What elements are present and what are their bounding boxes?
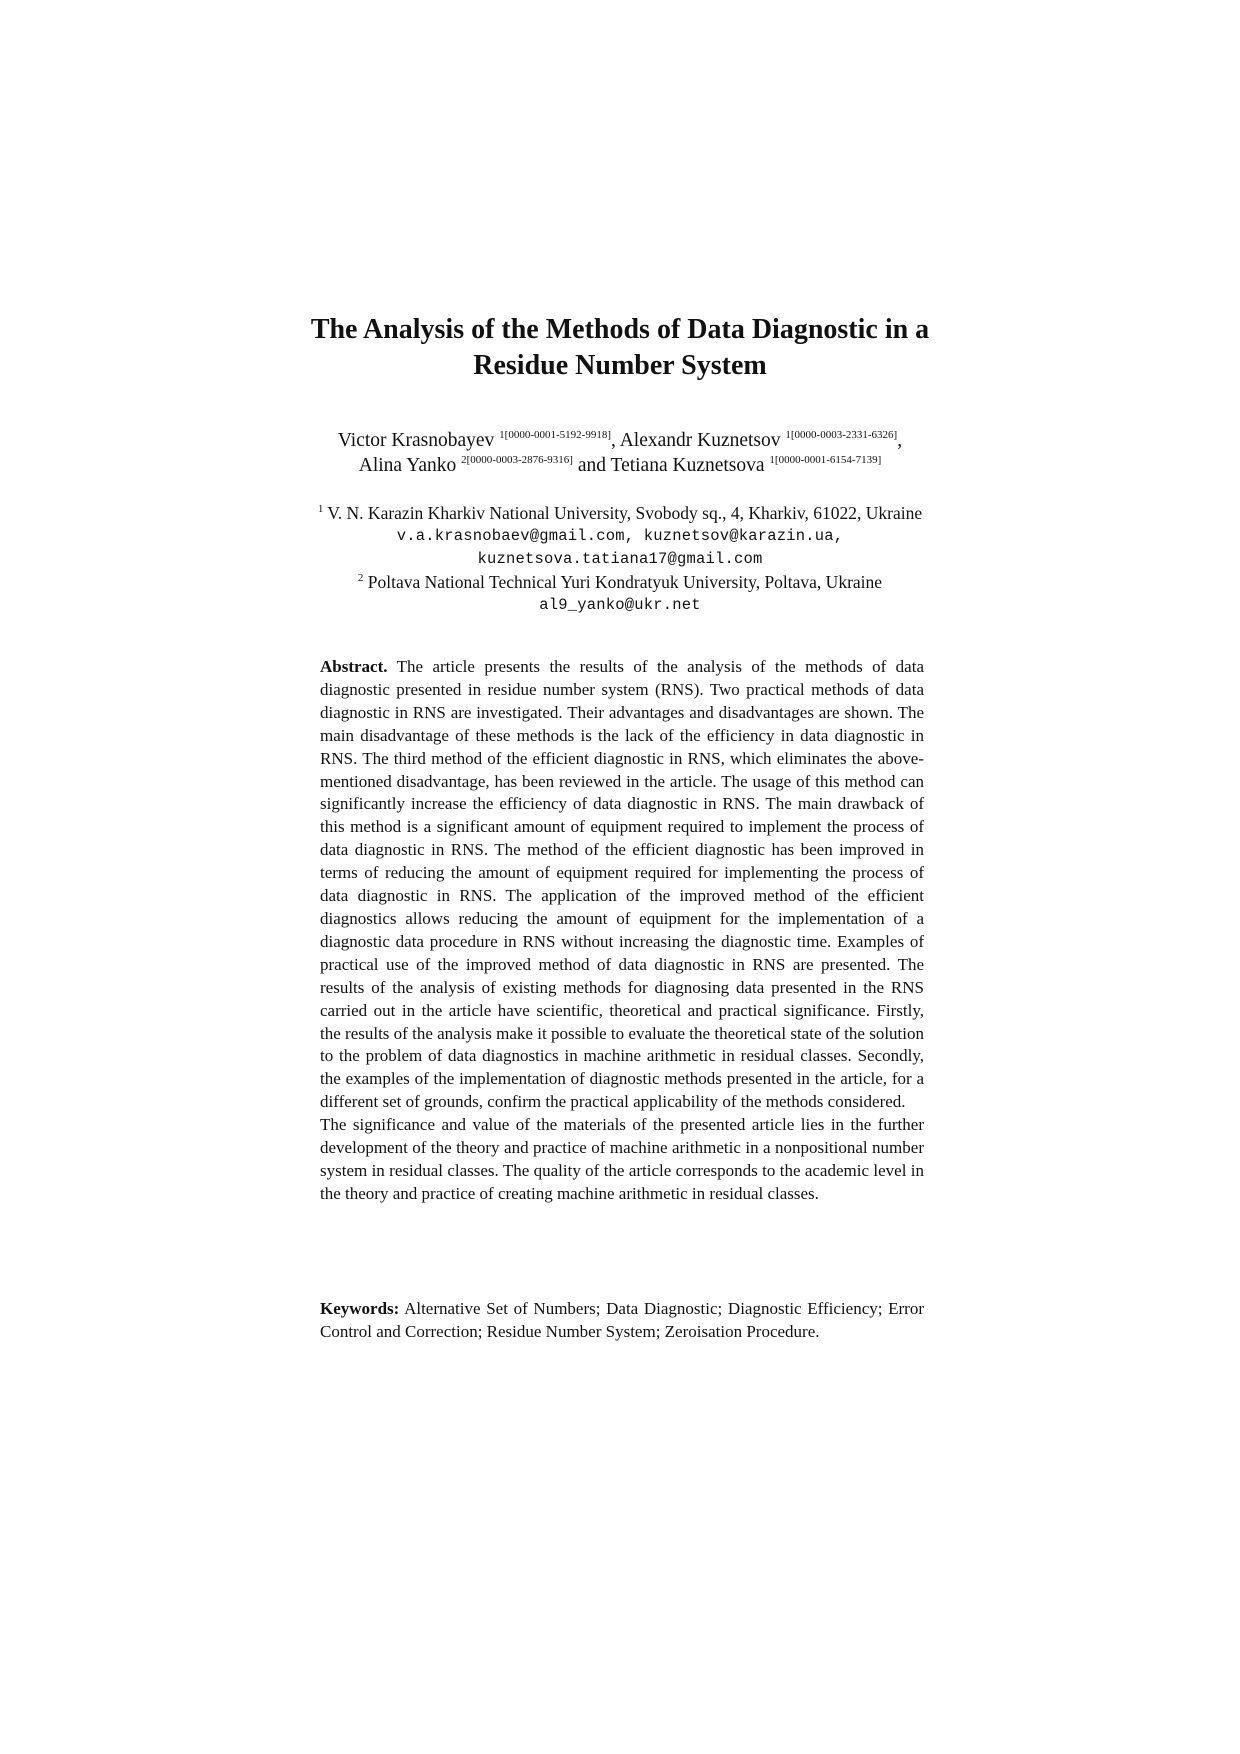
author-name: Tetiana Kuznetsova — [610, 455, 765, 476]
author-name: Victor Krasnobayev — [337, 430, 495, 451]
abstract-label: Abstract. — [320, 657, 388, 676]
author-separator: , — [897, 430, 903, 451]
paper-title-line-2: Residue Number System — [473, 350, 767, 381]
affiliation-marker: 1 — [317, 503, 324, 515]
affiliation-1 — [180, 502, 1060, 525]
author-orcid: 2[0000-0003-2876-9316] — [461, 454, 573, 466]
keywords-label: Keywords: — [320, 1299, 400, 1318]
affiliation-2-email: al9_yanko@ukr.net — [539, 596, 701, 614]
abstract — [320, 656, 924, 1206]
keywords — [320, 1298, 924, 1344]
paper-title — [240, 312, 1000, 384]
affiliation-text: V. N. Karazin Kharkiv National University, Svobody sq., 4, Kharkiv, 61022, Ukraine — [327, 503, 923, 523]
author-name: Alina Yanko — [358, 455, 457, 476]
author-separator: , — [611, 430, 616, 451]
affiliation-1-emails-line-2: kuznetsova.tatiana17@gmail.com — [477, 550, 763, 568]
keywords-text: Alternative Set of Numbers; Data Diagnostic; Diagnostic Efficiency; Error Control and Correction; Residue Number System; Zeroisation Procedure. — [320, 1299, 924, 1341]
abstract-paragraph-1 — [320, 656, 924, 1114]
affiliation-1-emails-line-1: v.a.krasnobaev@gmail.com, kuznetsov@karazin.ua, — [396, 527, 844, 545]
author-orcid: 1[0000-0001-6154-7139] — [769, 454, 882, 466]
abstract-text: The article presents the results of the analysis of the methods of data diagnostic presented in residue number system (RNS). Two practical methods of data diagnostic in RNS are investigated. Their advantages and disadvantages are shown. The main disadvantage of these methods is the lack of the efficiency in data diagnostic in RNS. The third method of the efficient diagnostic in RNS, which eliminates the above-mentioned disadvantage, has been reviewed in the article. The usage of this method can significantly increase the efficiency of data diagnostic in RNS. The main drawback of this method is a significant amount of equipment required to implement the process of data diagnostic in RNS. The method of the efficient diagnostic has been improved in terms of reducing the amount of equipment required for implementing the process of data diagnostic in RNS. The application of the improved method of the efficient diagnostics allows reducing the amount of equipment for the implementation of a diagnostic data procedure in RNS without increasing the diagnostic time. Examples of practical use of the improved method of data diagnostic in RNS are presented. The results of the analysis of existing methods for diagnosing data presented in the RNS carried out in the article have scientific, theoretical and practical significance. Firstly, the results of the analysis make it possible to evaluate the theoretical state of the solution to the problem of data diagnostics in machine arithmetic in residual classes. Secondly, the examples of the implementation of diagnostic methods presented in the article, for a different set of grounds, confirm the practical applicability of the methods considered. — [320, 657, 924, 1112]
affiliation-marker: 2 — [357, 572, 364, 584]
author-name: Alexandr Kuznetsov — [619, 430, 781, 451]
author-orcid: 1[0000-0003-2331-6326] — [785, 429, 898, 441]
author-list — [200, 428, 1040, 478]
paper-title-line-1: The Analysis of the Methods of Data Diagnostic in a — [310, 314, 930, 345]
affiliation-2 — [180, 571, 1060, 594]
affiliation-text: Poltava National Technical Yuri Kondratyuk University, Poltava, Ukraine — [367, 572, 883, 592]
affiliations — [180, 502, 1060, 617]
author-separator: and — [577, 455, 606, 476]
author-orcid: 1[0000-0001-5192-9918] — [499, 429, 611, 441]
abstract-paragraph-2: The significance and value of the materials of the presented article lies in the further development of the theory and practice of machine arithmetic in a nonpositional number system in residual classes. The quality of the article corresponds to the academic level in the theory and practice of creating machine arithmetic in residual classes. — [320, 1115, 924, 1203]
